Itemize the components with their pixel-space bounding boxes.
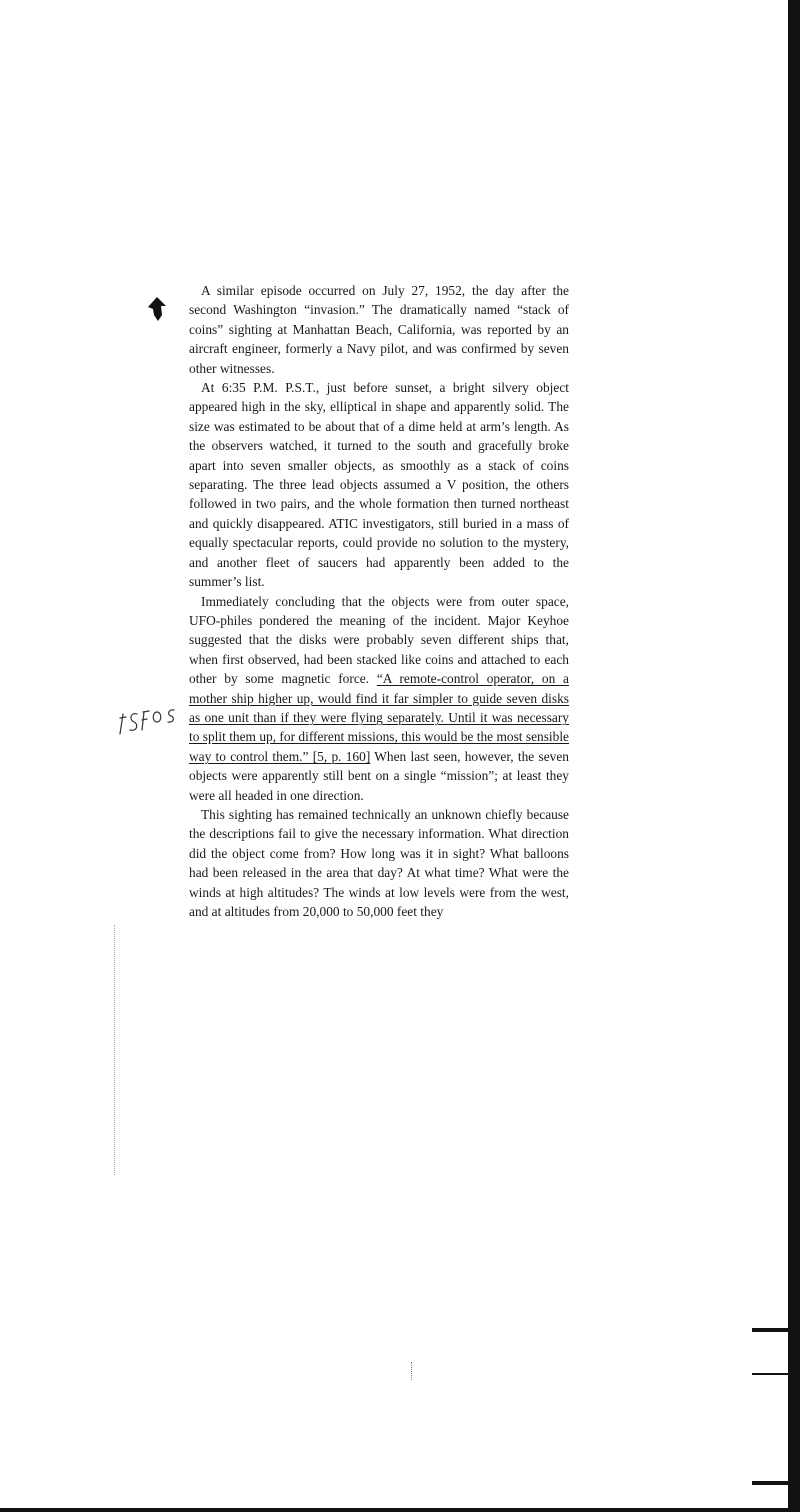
scan-edge-tick (752, 1328, 788, 1332)
scan-speckle (411, 1362, 413, 1380)
body-text (189, 281, 569, 921)
paragraph-text: Immediately concluding that the objects were from outer space, UFO-philes pondered the meaning of the incident. Major Keyhoe suggested that the disks were probably seven different ships that, when first observed, had been stacked like coins and attached to each other by some magnetic force. (189, 593, 569, 687)
scan-right-edge (788, 0, 800, 1512)
paragraph-text: A similar episode occurred on July 27, 1952, the day after the second Washington “invasion.” The dramatically named “stack of coins” sighting at Manhattan Beach, California, was reported by an aircraft engineer, formerly a Navy pilot, and was confirmed by seven other witnesses. (189, 283, 569, 376)
paragraph-text: This sighting has remained technically an unknown chiefly because the descriptions fail to give the necessary information. What direction did the object come from? How long was it in sight? What balloons had been released in the area that day? At what time? What were the winds at high altitudes? The winds at low levels were from the west, and at altitudes from 20,000 to 50,000 feet they (189, 806, 569, 919)
scan-edge-tick (752, 1481, 788, 1485)
paragraph-text: At 6:35 P.M. P.S.T., just before sunset, a bright silvery object appeared high in the sky, elliptical in shape and apparently solid. The size was estimated to be about that of a dime held at arm’s length. As the observers watched, it turned to the south and gracefully broke apart into seven smaller objects, as smoothly as a stack of coins separating. The three lead objects assumed a V position, the others followed in two pairs, and the whole formation then turned northeast and quickly disappeared. ATIC investigators, still buried in a mass of equally spectacular reports, could provide no solution to the mystery, and another fleet of saucers had apparently been added to the summer’s list. (189, 380, 569, 590)
paragraph (189, 805, 569, 921)
scan-speckle (114, 925, 116, 1175)
paragraph-text: When last seen, however, the seven objects were apparently still bent on a single “mission”; at least they were all headed in one direction. (189, 748, 569, 803)
scan-bottom-edge (0, 1508, 800, 1512)
underlined-quote: “A remote-control operator, on a mother ship higher up, would find it far simpler to guide seven disks as one unit than if they were flying separately. Until it was necessary to split them up, for different missions, this would be the most sensible way to control them.” [5, p. 160] (189, 671, 569, 764)
paragraph (189, 281, 569, 378)
margin-arrow-mark (148, 297, 168, 321)
paragraph (189, 592, 569, 805)
paragraph (189, 378, 569, 591)
scan-edge-tick (752, 1373, 788, 1375)
handwritten-margin-note (117, 706, 177, 738)
